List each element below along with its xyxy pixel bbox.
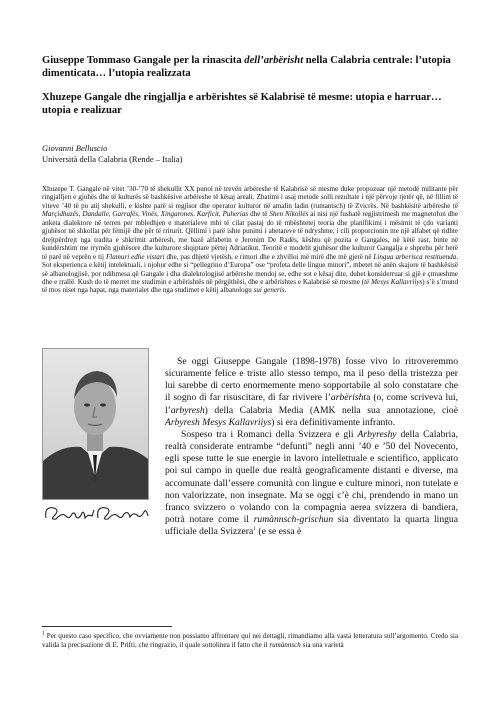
author-block [42,143,342,164]
body-run: (e se essa è [256,526,302,538]
body-run: a (o, come scriveva lui, l’ [165,392,458,416]
footnote [42,632,458,649]
abstract-run: dhe, pas dhjetë vjetësh, e rimori dhe e zhvilloi më mirë dhe më gjerë në [164,252,374,261]
footnote-run: rumànnsch [269,640,301,649]
abstract-run: ) s’ë s’mund të mos niset nga hapat, nga materialet dhe nga studimet e këtij albanologu [42,277,458,295]
title-italian-run: dell’arbërisht [244,55,304,66]
body-text [42,356,458,538]
author-name: Giovanni Belluscio [42,143,108,153]
author-affiliation: Università della Calabria (Rende – Italia) [42,153,183,164]
body-run: ) della Calabria Media (AMK nella sua annotazione, cioè [204,404,458,416]
abstract-run: dhe të [248,210,270,219]
abstract-run: ai nisi një fushatë regjistrimesh me magnetofon dhe anketa dialektore në terren per mbledhjen e materialeve mbi të cilat pastaj do të mbështetej teoria dhe planifikimi i mësimit të çdo varianti gjuhësor në shkollat për fëmijë dhe për të rriturit. Qëllimi i parë ishte punimi i abetareve të ndryshme, i cili proporcionin me një alfabet që ridhte drejtpërdrejt nga tradita e shkrimit arbëresh, me bazë alfabetin e Jeronim De Radës, kështu që pozita e Gangales, në këtë rast, binte në kundërshtim me rrymën gjuhësore dhe kulturore shqiptare përtej Adriatikut. Teoritë e modelit gjuhësor dhe kulturor Gangalja e shprehu për herë të parë në veprën e tij [42,210,459,261]
abstract-run: Flamuri edhe vistari [105,252,165,261]
footnote-run: sia una varietà [300,640,344,649]
footnote-number: 1 [42,630,45,637]
footnote-rule [42,626,172,627]
abstract-run: Shen Nikollës [269,210,309,219]
body-run: arbyresh [170,404,205,416]
body-run: ) si era definitivamente infranto. [271,416,396,428]
abstract-run: Lingua arberisca restituenda [373,252,457,261]
abstract-run: Marçidhuzës, Dandalle, Garrafës, Vinës, Xingarones, Karficit, Puherias [42,210,249,219]
photo-spacer [42,356,165,530]
title-albanian: Xhuzepe Gangale dhe ringjallja e arbërishtes së Kalabrisë të mesme: utopia e harruar… utopia e realizuar [42,92,442,116]
title-block [42,54,452,117]
body-run: rumànnsch-grischun [253,514,334,526]
footnote-mark: 1 [253,526,257,532]
abstract-run: . [284,286,287,295]
body-run: della Calabria, realtà considerate entrambe “defunti” negli anni ’40 e ’50 del Novecento, egli spese tutte le sue energie in lavoro intellettuale e scientifico, applicato poi sul campo in quelle due realtà geograficamente distanti e diverse, ma accomunate dall’essere comunità con lingue e culture minori, non tutelate e non valorizzate, non insegnate. Ma se oggi c’è chi, prendendo in mano un franco svizzero o volando con la compagnia aerea svizzera di bandiera, potrà notare come il [165,428,458,526]
body-run: Arbyreshy [357,428,397,440]
abstract-run: të Mesys Kallavriiys [364,277,423,286]
body-run: Se oggi Giuseppe Gangale (1898-1978) fosse vivo lo ritroveremmo sicuramente felice e triste allo stesso tempo, ma il peso della tristezza per lui sarebbe di certo enormemente meno sopportabile al solo constatare che il sogno di far risuscitare, di far rivivere l’ [165,356,458,404]
body-run: sia diventato la quarta lingua ufficiale della Svizzera [165,514,458,538]
body-run: arbërisht [330,392,367,404]
body-run: Arbyresh Mesys Kallavriiys [165,416,272,428]
abstract-run: . Sot eksperienca e këtij intelektuali, i njohur edhe si “pellegrino d’Europa” ose “profeta delle lingue minori”, mbetet në anën skajore të bashkësisë së albanologjisë, por ndihmesa që Gangale i dha dialektologjisë arbëreshe mendoj se, edhe sot e kësaj dite, duhet konsiderruar si gjë e çmueshme dhe e rrallë. Kush do të merret me studimin e arbërishtës në përgjithësi, dhe e arbërishtes e Kalabrisë së mesme ( [42,252,459,286]
footnote-run: Per questo caso specifico, che ovviamente non possiamo affrontare qui nei dettagli, rimandiamo alla vasta letteratura sull’argomento. Credo sia valida la precisazione di E. Prifti, che ringrazio, il quale sottolinea il fatto che il [42,632,458,649]
title-italian-run: Giuseppe Tommaso Gangale per la rinascita [42,55,245,66]
title-italian-run: nella Calabria centrale: l’utopia dimenticata… l’utopia realizzata [42,55,451,79]
body-run: Sospeso tra i Romanci della Svizzera e gli [181,428,358,440]
title-italian [42,54,452,80]
abstract-run: Xhuzepe T. Gangale në vitet ’30-’70 të shekullit XX punoi në trevën arbëreshe të Kalabrisë së mesme duke propozuar një metodë militante për ringjalljen e gjuhës dhe të kulturës së bashkësive arbëreshe të kësaj areali. Zbatimi i asaj metode solli rezultate i një përvoje tjetër që, në fillim të viteve ’40 të po atij shekulli, e kishte parë si regjisor dhe operator kulturor në amalin ladin (rumantsch) të Zvicrës. Në bashkësitë arbëreshe të [42,185,458,210]
abstract [42,185,458,295]
abstract-run: sui generis [253,286,285,295]
